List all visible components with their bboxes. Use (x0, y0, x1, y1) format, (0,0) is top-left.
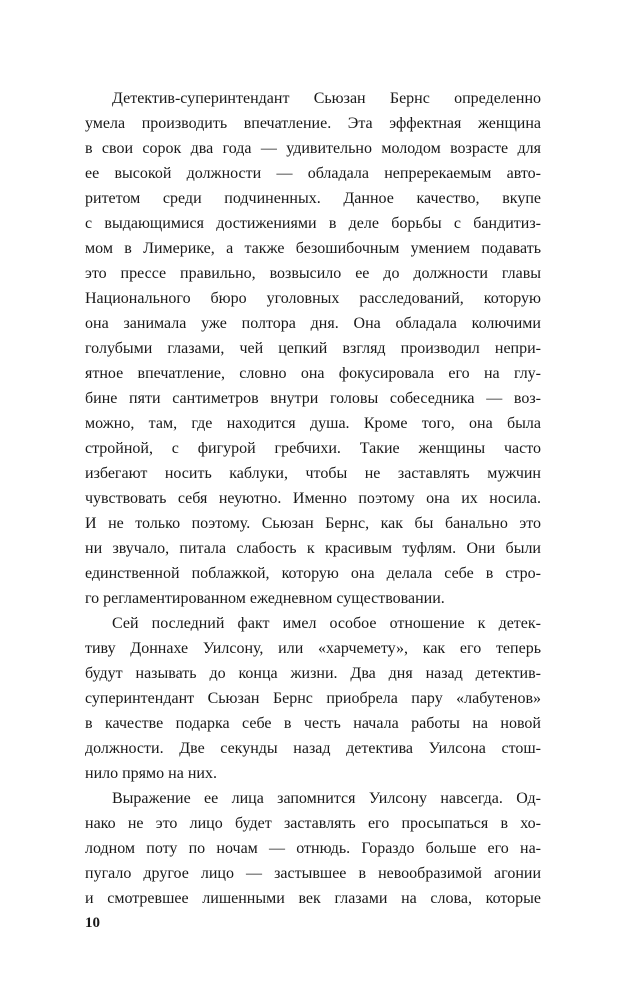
paragraph (85, 86, 541, 611)
text-line: ритетом среди подчиненных. Данное качество, вкупе (85, 190, 541, 207)
text-line: Сей последний факт имел особое отношение к детек- (112, 615, 541, 632)
text-line: ни звучало, питала слабость к красивым туфлям. Они были (85, 540, 541, 557)
text-block (85, 86, 541, 911)
text-line: тиву Доннахе Уилсону, или «харчемету», как его теперь (85, 640, 541, 657)
paragraph (85, 786, 541, 911)
text-line: единственной поблажкой, которую она делала себе в стро- (85, 565, 541, 582)
text-line: она занимала уже полтора дня. Она обладала колючими (85, 315, 541, 332)
text-line: умела производить впечатление. Эта эффектная женщина (85, 115, 541, 132)
text-line: в качестве подарка себе в честь начала работы на новой (85, 715, 541, 732)
text-line: избегают носить каблуки, чтобы не заставлять мужчин (85, 465, 541, 482)
page-number: 10 (85, 915, 100, 931)
text-line: Детектив-суперинтендант Сьюзан Бернс определенно (112, 90, 541, 107)
text-line: с выдающимися достижениями в деле борьбы с бандитиз- (85, 215, 541, 232)
text-line: бине пяти сантиметров внутри головы собеседника — воз- (85, 390, 541, 407)
text-line: и смотревшее лишенными век глазами на слова, которые (85, 890, 541, 907)
text-line: нило прямо на них. (85, 765, 217, 782)
text-line: стройной, с фигурой гребчихи. Такие женщины часто (85, 440, 541, 457)
text-line: чувствовать себя неуютно. Именно поэтому она их носила. (85, 490, 541, 507)
text-line: в свои сорок два года — удивительно молодом возрасте для (85, 140, 541, 157)
paragraph (85, 611, 541, 786)
text-line: суперинтендант Сьюзан Бернс приобрела пару «лабутенов» (85, 690, 541, 707)
text-line: должности. Две секунды назад детектива Уилсона стош- (85, 740, 541, 757)
text-line: Национального бюро уголовных расследований, которую (85, 290, 541, 307)
text-line: го регламентированном ежедневном существовании. (85, 590, 445, 607)
text-line: мом в Лимерике, а также безошибочным умением подавать (85, 240, 541, 257)
text-line: Выражение ее лица запомнится Уилсону навсегда. Од- (112, 790, 541, 807)
text-line: будут называть до конца жизни. Два дня назад детектив- (85, 665, 541, 682)
text-line: пугало другое лицо — застывшее в невообразимой агонии (85, 865, 541, 882)
text-line: И не только поэтому. Сьюзан Бернс, как бы банально это (85, 515, 541, 532)
text-line: ее высокой должности — обладала непререкаемым авто- (85, 165, 541, 182)
text-line: ятное впечатление, словно она фокусировала его на глу- (85, 365, 541, 382)
text-line: лодном поту по ночам — отнюдь. Гораздо больше его на- (85, 840, 541, 857)
text-line: можно, там, где находится душа. Кроме того, она была (85, 415, 541, 432)
text-line: нако не это лицо будет заставлять его просыпаться в хо- (85, 815, 541, 832)
text-line: голубыми глазами, чей цепкий взгляд производил непри- (85, 340, 541, 357)
text-line: это прессе правильно, возвысило ее до должности главы (85, 265, 541, 282)
